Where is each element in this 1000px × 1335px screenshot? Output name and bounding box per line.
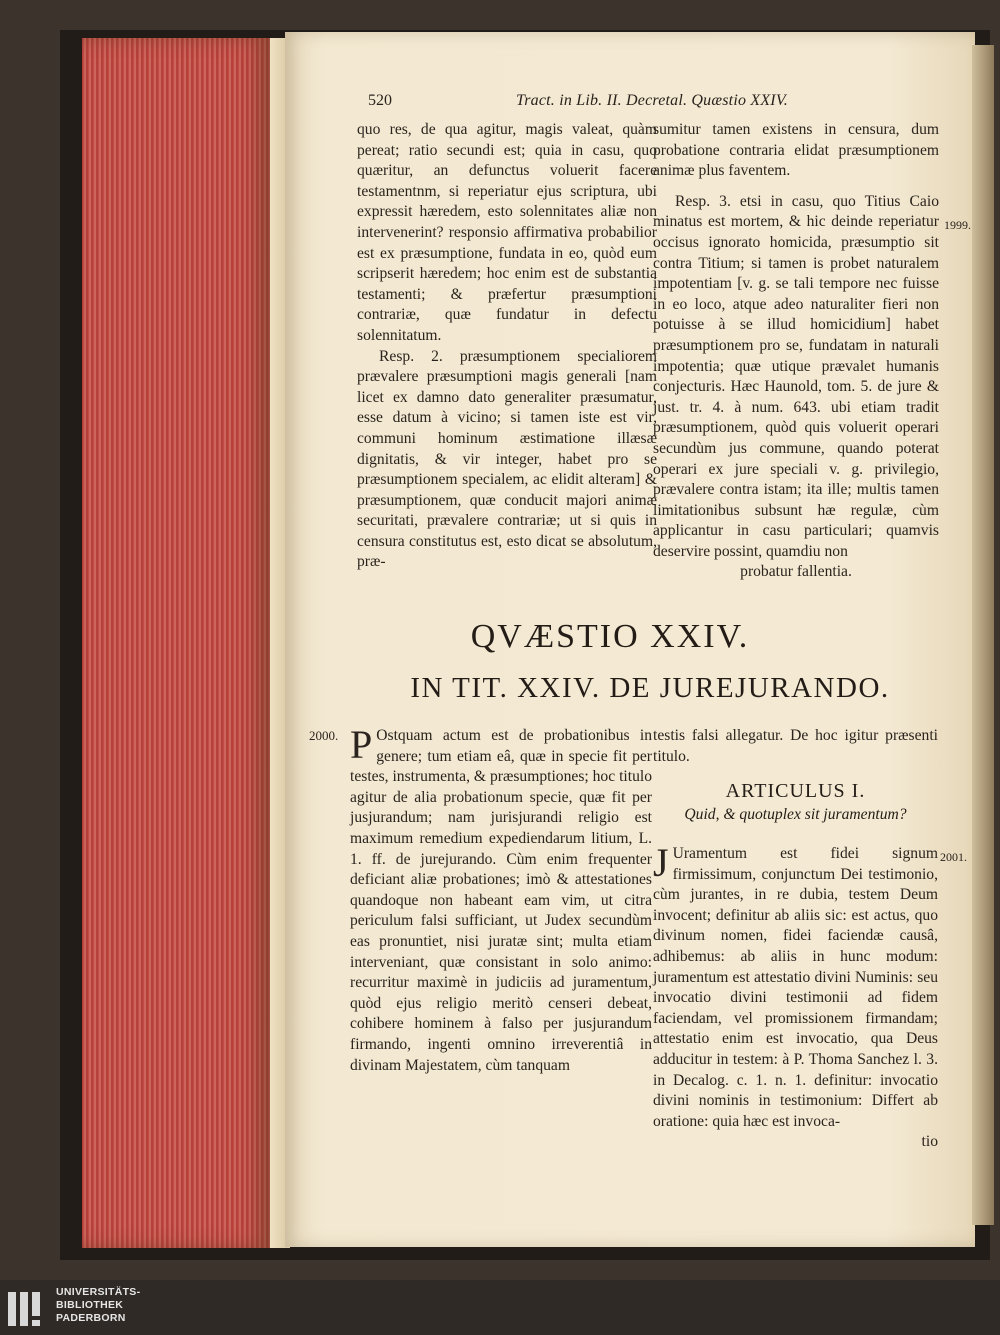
top-left-column bbox=[357, 120, 657, 573]
paragraph: sumitur tamen existens in censura, dum probatione contraria elidat præsumptionem animæ plus faventem. bbox=[653, 121, 939, 180]
paragraph bbox=[350, 722, 652, 1076]
paragraph-text: Uramentum est fidei signum firmissimum, conjunctum Dei testimonio, cùm jurantes, in re dubia, testem Deum invocent; definitur ab aliis sic: est actus, quo divinum nomen, fidei faciendæ causâ, adhibemus: ab aliis in hunc modum: juramentum est attestatio divini Numinis: seu invocatio divini testimonii ad fidem faciendam, vel promissionem firmandam; attestatio enim est invocatio, qua Deus adducitur in testem: à P. Thoma Sanchez l. 3. in Decalog. c. 1. n. 1. definitur: invocatio divini nominis in testimonium: Differt ab oratione: quia hæc est invoca- bbox=[653, 845, 938, 1130]
page-number: 520 bbox=[368, 92, 392, 109]
bottom-right-column bbox=[653, 840, 938, 1153]
library-name-line: BIBLIOTHEK bbox=[56, 1299, 124, 1311]
title-heading: IN TIT. XXIV. DE JUREJURANDO. bbox=[410, 672, 890, 704]
drop-capital: P bbox=[350, 722, 373, 767]
articulus-heading: ARTICULUS I. bbox=[725, 780, 866, 802]
articulus-subheading: Quid, & quotuplex sit juramentum? bbox=[684, 806, 907, 823]
bottom-left-column bbox=[350, 722, 652, 1076]
catchword: tio bbox=[921, 1133, 938, 1151]
top-right-column bbox=[653, 120, 939, 583]
paragraph: Resp. 3. etsi in casu, quo Titius Caio minatus est mortem, & hic deinde reperiatur occisus ignorato homicida, præsumptio sit contra Titium; si tamen is probet naturalem impotentiam [v. g. se tali tempore nec fuisse in eo loco, atque adeo naturaliter fieri non potuisse à se illud homicidium] habet præsumptionem pro se, fundatam in naturali impotentia; quæ utique prævalet humanis conjecturis. Hæc Haunold, tom. 5. de jure & just. tr. 4. à num. 643. ubi etiam tradit præsumptionem, quòd quis voluerit operari secundùm jus commune, quando poterat operari ex jure speciali v. g. privilegio, prævalere contra istam; ita ille; multis tamen limitationibus subsunt hæ regulæ, cùm applicantur in casu particulari; quamvis deservire possint, quamdiu non bbox=[653, 192, 939, 560]
quaestio-heading: QVÆSTIO XXIV. bbox=[470, 618, 750, 655]
bottom-right-intro bbox=[653, 726, 938, 767]
red-page-edges bbox=[82, 38, 272, 1248]
page-gutter-edge bbox=[972, 45, 994, 1225]
paragraph: probatur fallentia. bbox=[740, 563, 852, 581]
library-logo-icon bbox=[6, 1288, 48, 1330]
library-name-line: PADERBORN bbox=[56, 1312, 126, 1324]
margin-number: 2001. bbox=[940, 850, 967, 864]
paragraph: Resp. 2. præsumptionem specialiorem prævalere præsumptioni magis generali [nam licet ex damno dato generaliter præsumatur, esse datum à vicino; si tamen iste est vir, communi hominum æstimatione illæsæ dignitatis, & vir integer, habet pro se præsumptionem specialem, ac elidit alteram] & præsumptionem, quæ conducit majori animæ securitati, prævalere contrariæ; ut si quis in censura constitutus est, esto dicat se absolutum, præ- bbox=[357, 347, 657, 571]
library-name-line: UNIVERSITÄTS- bbox=[56, 1286, 141, 1298]
library-name bbox=[56, 1286, 140, 1325]
paragraph-text: Ostquam actum est de probationibus in genere; tum etiam eâ, quæ in specie fit per testes, instrumenta, & præsumptiones; hoc titulo agitur de alia probationum specie, quæ fit per jusjurandum; nam jurisjurandi religio est maximum remedium expediendarum litium, L. 1. ff. de jurejurando. Cùm enim frequenter deficiant aliæ probationes; imò & attestationes quandoque non habeant eam vim, ut citra periculum falsi sufficiant, ut Judex secundùm eas pronuntiet, nisi juratæ sint; multa etiam interveniant, quæ consistant in solo animo: recurritur maximè in judiciis ad juramentum, quòd ejus religio meritò censeri debeat, cohibere hominem à falso per jusjurandum firmando, ingenti omnino irreverentiâ in divinam Majestatem, cùm tanquam bbox=[350, 727, 652, 1074]
paragraph bbox=[653, 840, 938, 1132]
running-title: Tract. in Lib. II. Decretal. Quæstio XXIV. bbox=[516, 92, 788, 109]
paragraph: quo res, de qua agitur, magis valeat, quàm pereat; ratio secundi est; quia in casu, quo quæritur, an defunctus voluerit facere testamentnm, si reperiatur ejus scriptura, ubi expressit hæredem, esto solennitates aliæ non intervenerint? responsio affirmativa probabilior est ex præsumptione, fundata in eo, quòd eum scripserit hæredem; hoc enim est de substantia testamenti; & præfertur præsumptioni contrariæ, quæ fundatur in defectu solennitatum. bbox=[357, 121, 657, 344]
paragraph: testis falsi allegatur. De hoc igitur præsenti titulo. bbox=[653, 727, 938, 765]
margin-number: 2000. bbox=[309, 728, 339, 743]
margin-number: 1999. bbox=[944, 218, 971, 232]
drop-capital: J bbox=[653, 840, 669, 885]
library-footer bbox=[0, 1280, 1000, 1335]
